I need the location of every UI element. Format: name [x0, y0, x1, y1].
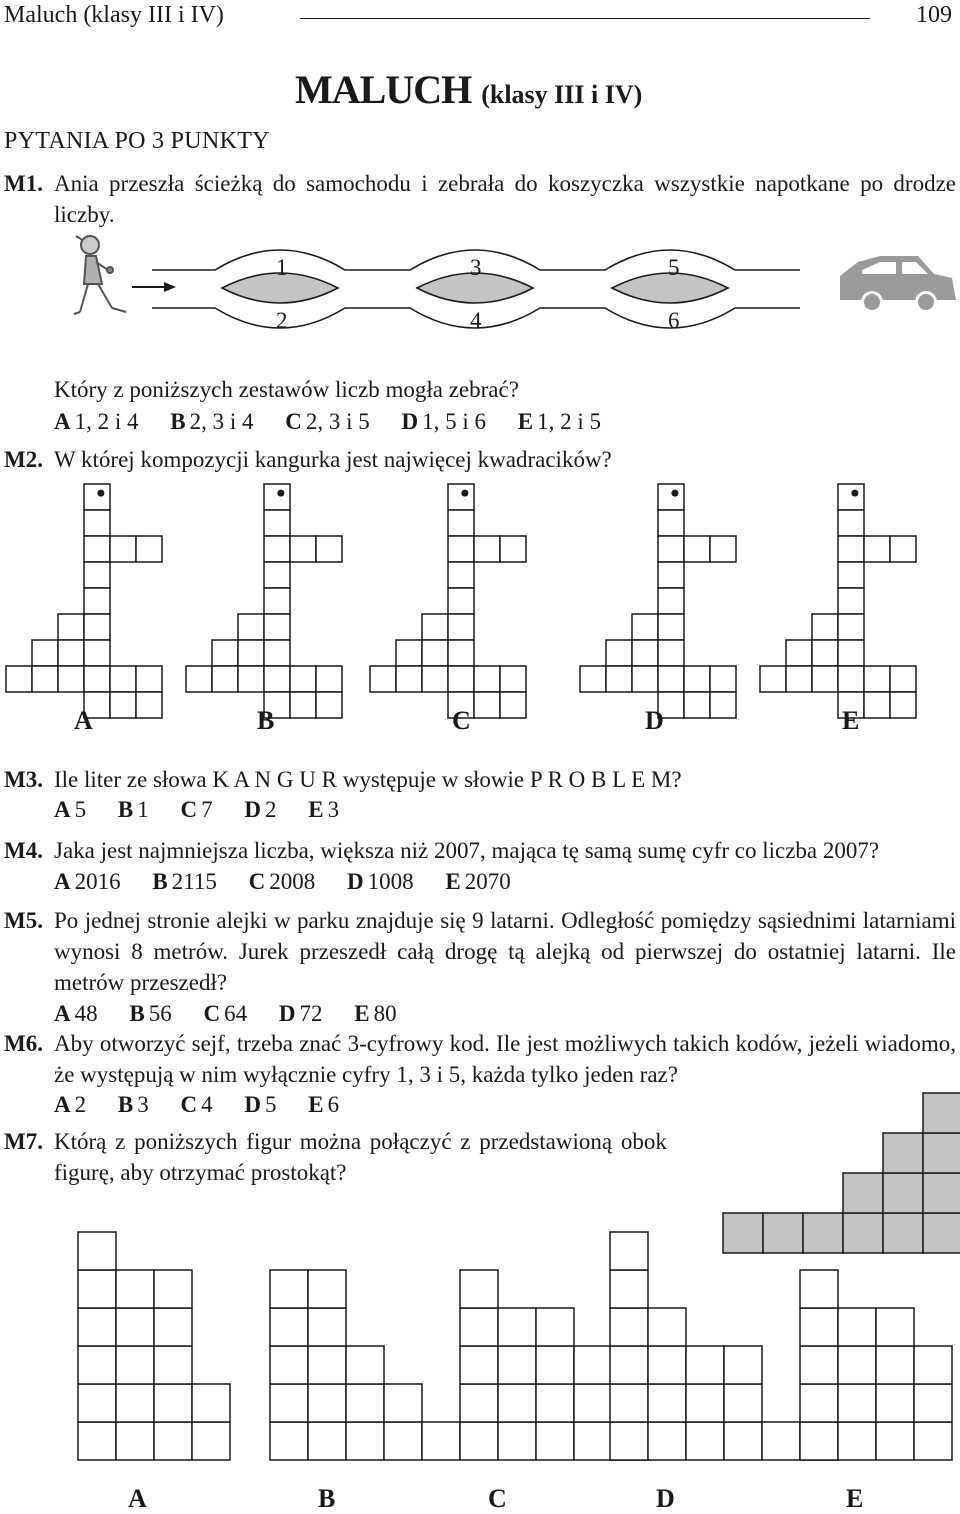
option-figure-cell — [460, 1384, 498, 1422]
page-number: 109 — [916, 2, 952, 28]
section-heading: PYTANIA PO 3 PUNKTY — [4, 128, 270, 154]
m4-answers: A 2016 B 2115 C 2008 D 1008 E 2070 — [54, 869, 511, 894]
option-figure-cell — [346, 1384, 384, 1422]
option-figure-cell — [876, 1384, 914, 1422]
m3-number: M3. — [4, 767, 43, 792]
m1-question: Który z poniższych zestawów liczb mogła zebrać? — [54, 377, 519, 402]
option-figure-cell — [192, 1422, 230, 1460]
m7-option-label: A — [128, 1484, 147, 1513]
m6-answers: A 2 B 3 C 4 D 5 E 6 — [54, 1092, 340, 1117]
reference-figure-cell — [923, 1213, 960, 1253]
reference-figure-cell — [883, 1133, 923, 1173]
option-figure-cell — [498, 1308, 536, 1346]
m7-option-label: E — [846, 1484, 864, 1513]
m5-number: M5. — [4, 908, 43, 933]
m2-option-label: A — [74, 706, 93, 735]
option-figure-cell — [460, 1422, 498, 1460]
option-figure-cell — [648, 1422, 686, 1460]
m6-text: Aby otworzyć sejf, trzeba znać 3-cyfrowy kod. Ile jest możliwych takich kodów, jeżeli wiadomo, że występują w nim wyłącznie cyfry 1, 3 i 5, każda tylko jeden raz? — [54, 1031, 956, 1087]
option-figure-cell — [78, 1384, 116, 1422]
reference-figure-cell — [923, 1173, 960, 1213]
option-figure-cell — [724, 1422, 762, 1460]
option-figure-cell — [914, 1384, 952, 1422]
reference-figure-cell — [763, 1213, 803, 1253]
m7-text-line1: Którą z poniższych figur można połączyć z przedstawioną obok — [54, 1129, 667, 1154]
option-figure-cell — [610, 1422, 648, 1460]
path-number: 4 — [470, 308, 482, 333]
option-figure-cell — [610, 1384, 648, 1422]
option-figure-cell — [78, 1308, 116, 1346]
option-figure-cell — [914, 1422, 952, 1460]
option-figure-cell — [574, 1346, 612, 1384]
reference-figure-cell — [883, 1173, 923, 1213]
option-figure-cell — [384, 1384, 422, 1422]
m2-option-label: E — [842, 706, 860, 735]
m4-number: M4. — [4, 838, 43, 863]
m2-option-label: B — [257, 706, 275, 735]
option-figure-cell — [308, 1270, 346, 1308]
option-figure-cell — [498, 1422, 536, 1460]
option-figure-cell — [876, 1346, 914, 1384]
option-figure-cell — [116, 1346, 154, 1384]
path-number: 6 — [668, 308, 680, 333]
option-figure-cell — [724, 1346, 762, 1384]
option-figure-cell — [346, 1346, 384, 1384]
option-figure-cell — [686, 1384, 724, 1422]
m7-text-line2: figurę, aby otrzymać prostokąt? — [54, 1160, 347, 1185]
option-figure-cell — [686, 1346, 724, 1384]
option-figure-cell — [78, 1422, 116, 1460]
m2-number: M2. — [4, 447, 43, 472]
option-figure-cell — [498, 1346, 536, 1384]
reference-figure-cell — [843, 1213, 883, 1253]
m1-number: M1. — [4, 171, 43, 196]
option-figure-cell — [838, 1422, 876, 1460]
m7-option-label: D — [656, 1484, 675, 1513]
option-figure-cell — [536, 1346, 574, 1384]
m3-answers: A 5 B 1 C 7 D 2 E 3 — [54, 797, 340, 822]
path-number: 2 — [276, 308, 288, 333]
option-figure-cell — [460, 1270, 498, 1308]
option-figure-cell — [498, 1384, 536, 1422]
option-figure-cell — [876, 1308, 914, 1346]
m4-text: Jaka jest najmniejsza liczba, większa niż 2007, mająca tę samą sumę cyfr co liczba 2007? — [54, 838, 880, 863]
option-figure-cell — [116, 1270, 154, 1308]
option-figure-cell — [270, 1384, 308, 1422]
option-figure-cell — [800, 1270, 838, 1308]
option-figure-cell — [78, 1346, 116, 1384]
reference-figure-cell — [803, 1213, 843, 1253]
m3-text: Ile liter ze słowa K A N G U R występuje w słowie P R O B L E M? — [54, 767, 682, 792]
title-main: MALUCH — [295, 67, 472, 112]
option-figure-cell — [574, 1422, 612, 1460]
option-figure-cell — [762, 1422, 800, 1460]
option-figure-cell — [154, 1346, 192, 1384]
option-figure-cell — [192, 1384, 230, 1422]
title-sub: (klasy III i IV) — [481, 80, 643, 109]
option-figure-cell — [610, 1308, 648, 1346]
m2-option-label: C — [452, 706, 471, 735]
m5-answers: A 48 B 56 C 64 D 72 E 80 — [54, 1001, 397, 1026]
reference-figure-cell — [883, 1213, 923, 1253]
path-number: 3 — [470, 255, 482, 280]
reference-figure-cell — [923, 1133, 960, 1173]
option-figure-cell — [800, 1384, 838, 1422]
m5-text: Po jednej stronie alejki w parku znajduje się 9 latarni. Odległość pomiędzy sąsiednimi latarniami wynosi 8 metrów. Jurek przeszedł całą drogę tą alejką od pierwszej do ostatniej latarni. Ile metrów przeszedł? — [54, 908, 956, 995]
option-figure-cell — [270, 1346, 308, 1384]
m7-option-label: B — [318, 1484, 336, 1513]
m6-number: M6. — [4, 1031, 43, 1056]
m7-option-label: C — [488, 1484, 507, 1513]
option-figure-cell — [536, 1384, 574, 1422]
option-figure-cell — [914, 1346, 952, 1384]
option-figure-cell — [536, 1308, 574, 1346]
option-figure-cell — [78, 1270, 116, 1308]
option-figure-cell — [154, 1422, 192, 1460]
option-figure-cell — [116, 1422, 154, 1460]
m2-text: W której kompozycji kangurka jest najwięcej kwadracików? — [54, 447, 612, 472]
option-figure-cell — [876, 1422, 914, 1460]
path-number: 5 — [668, 255, 680, 280]
option-figure-cell — [270, 1308, 308, 1346]
option-figure-cell — [838, 1384, 876, 1422]
option-figure-cell — [422, 1422, 460, 1460]
reference-figure-cell — [923, 1093, 960, 1133]
running-header: Maluch (klasy III i IV) — [4, 2, 224, 28]
option-figure-cell — [648, 1384, 686, 1422]
option-figure-cell — [648, 1308, 686, 1346]
option-figure-cell — [308, 1422, 346, 1460]
option-figure-cell — [460, 1346, 498, 1384]
option-figure-cell — [154, 1270, 192, 1308]
option-figure-cell — [384, 1422, 422, 1460]
option-figure-cell — [154, 1384, 192, 1422]
m1-answers: A 1, 2 i 4 B 2, 3 i 4 C 2, 3 i 5 D 1, 5 i 6 E 1, 2 i 5 — [54, 409, 602, 434]
option-figure-cell — [270, 1422, 308, 1460]
option-figure-cell — [724, 1384, 762, 1422]
option-figure-cell — [838, 1308, 876, 1346]
option-figure-cell — [800, 1308, 838, 1346]
m1-text: Ania przeszła ścieżką do samochodu i zebrała do koszyczka wszystkie napotkane po drodze liczby. — [54, 171, 956, 227]
path-number: 1 — [276, 255, 288, 280]
reference-figure-cell — [843, 1173, 883, 1213]
option-figure-cell — [536, 1422, 574, 1460]
option-figure-cell — [78, 1232, 116, 1270]
option-figure-cell — [346, 1422, 384, 1460]
option-figure-cell — [610, 1232, 648, 1270]
option-figure-cell — [308, 1308, 346, 1346]
option-figure-cell — [686, 1422, 724, 1460]
reference-figure-cell — [723, 1213, 763, 1253]
option-figure-cell — [574, 1384, 612, 1422]
option-figure-cell — [308, 1384, 346, 1422]
option-figure-cell — [838, 1346, 876, 1384]
option-figure-cell — [610, 1270, 648, 1308]
option-figure-cell — [610, 1346, 648, 1384]
option-figure-cell — [116, 1384, 154, 1422]
option-figure-cell — [460, 1308, 498, 1346]
option-figure-cell — [648, 1346, 686, 1384]
option-figure-cell — [800, 1346, 838, 1384]
option-figure-cell — [800, 1422, 838, 1460]
m2-option-label: D — [645, 706, 664, 735]
option-figure-cell — [154, 1308, 192, 1346]
option-figure-cell — [116, 1308, 154, 1346]
option-figure-cell — [270, 1270, 308, 1308]
m7-number: M7. — [4, 1129, 43, 1154]
option-figure-cell — [308, 1346, 346, 1384]
